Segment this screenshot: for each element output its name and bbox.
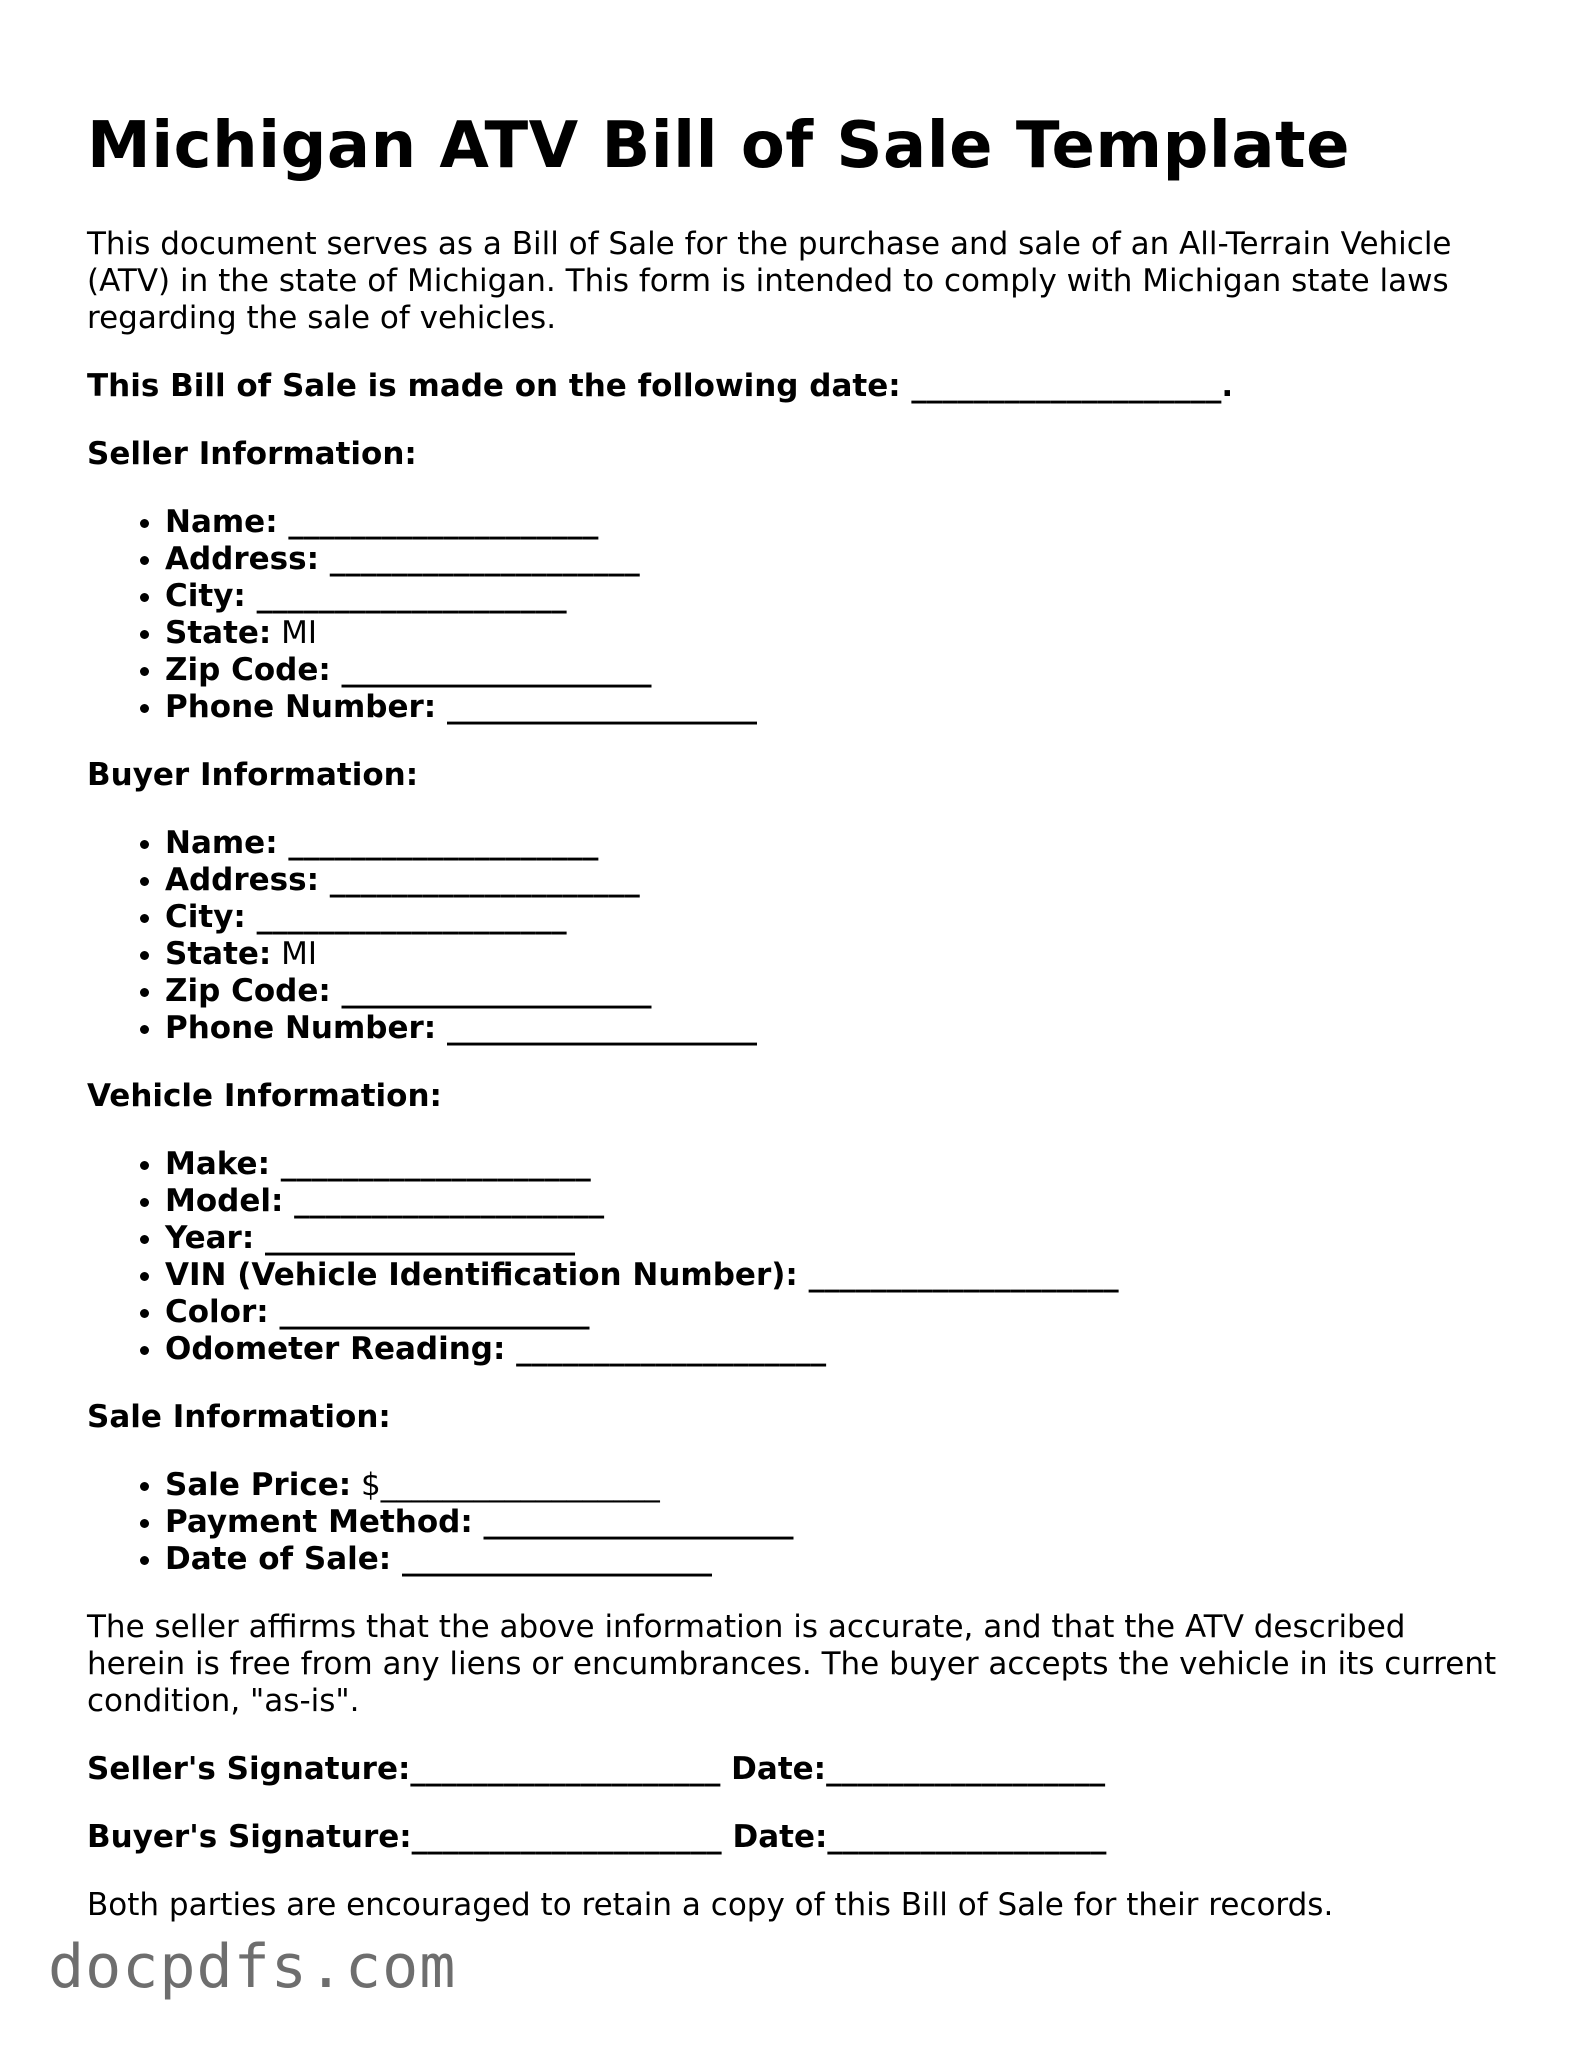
seller-phone: • Phone Number: ____________________ [165, 689, 1507, 726]
buyer-address: • Address: ____________________ [165, 862, 1507, 899]
sale-payment-method: • Payment Method: ____________________ [165, 1504, 1507, 1541]
affirmation-paragraph: The seller affirms that the above information is accurate, and that the ATV described herein is free from any liens or encumbrances. The buyer accepts the vehicle in its current condition, "as-is". [87, 1609, 1497, 1719]
vehicle-color: • Color: ____________________ [165, 1294, 1507, 1331]
footer-note: Both parties are encouraged to retain a copy of this Bill of Sale for their records. [87, 1887, 1334, 1923]
seller-name: • Name: ____________________ [165, 504, 1507, 541]
seller-address: • Address: ____________________ [165, 541, 1507, 578]
date-line-label: This Bill of Sale is made on the following date: [87, 368, 901, 404]
watermark-logo: docpdfs.com [48, 1932, 457, 2002]
seller-zip: • Zip Code: ____________________ [165, 652, 1507, 689]
vehicle-make: • Make: ____________________ [165, 1146, 1507, 1183]
sale-price: • Sale Price: $__________________ [165, 1467, 1507, 1504]
buyer-zip: • Zip Code: ____________________ [165, 973, 1507, 1010]
buyer-state: • State: MI [165, 936, 1507, 973]
seller-heading: Seller Information: [87, 436, 417, 472]
buyer-name: • Name: ____________________ [165, 825, 1507, 862]
vehicle-heading: Vehicle Information: [87, 1078, 442, 1114]
buyer-heading: Buyer Information: [87, 757, 419, 793]
seller-list [87, 504, 1507, 726]
vehicle-list [87, 1146, 1507, 1368]
seller-city: • City: ____________________ [165, 578, 1507, 615]
buyer-phone: • Phone Number: ____________________ [165, 1010, 1507, 1047]
date-line [87, 368, 1507, 405]
seller-state: • State: MI [165, 615, 1507, 652]
document-page [87, 108, 1507, 1955]
vehicle-vin: • VIN (Vehicle Identification Number): ____________________ [165, 1257, 1507, 1294]
sale-list [87, 1467, 1507, 1578]
buyer-list [87, 825, 1507, 1047]
sale-heading: Sale Information: [87, 1399, 391, 1435]
buyer-city: • City: ____________________ [165, 899, 1507, 936]
vehicle-model: • Model: ____________________ [165, 1183, 1507, 1220]
vehicle-year: • Year: ____________________ [165, 1220, 1507, 1257]
vehicle-odometer: • Odometer Reading: ____________________ [165, 1331, 1507, 1368]
intro-paragraph: This document serves as a Bill of Sale for the purchase and sale of an All-Terrain Vehicle (ATV) in the state of Michigan. This form is intended to comply with Michigan state laws regarding the sale of vehicles. [87, 226, 1452, 336]
seller-signature-line: Seller's Signature:____________________ Date:__________________ [87, 1751, 1106, 1787]
buyer-signature-line: Buyer's Signature:____________________ Date:__________________ [87, 1819, 1107, 1855]
sale-date: • Date of Sale: ____________________ [165, 1541, 1507, 1578]
page-title: Michigan ATV Bill of Sale Template [87, 109, 1350, 183]
date-line-blank: ____________________. [900, 368, 1234, 404]
